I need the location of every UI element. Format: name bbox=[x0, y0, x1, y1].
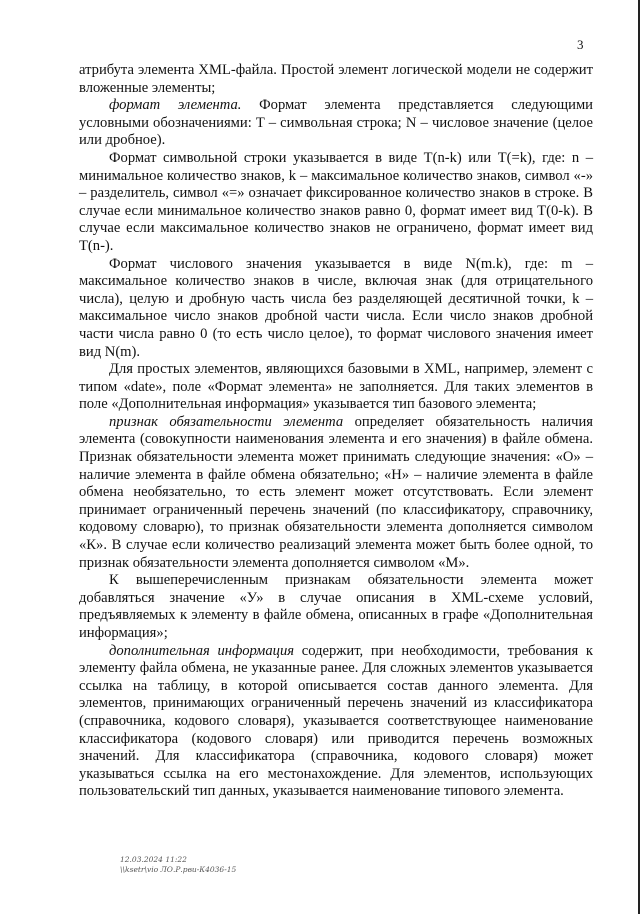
paragraph: К вышеперечисленным признакам обязательности элемента может добавляться значение «У» в случае описания в XML-схеме условий, предъявляемых к элементу в файле обмена, описанных в графе «Дополнительная информация»; bbox=[79, 572, 593, 641]
file-path: \\ksetr\vio ЛО.Р.рви-К4036-15 bbox=[120, 865, 237, 874]
paragraph: Формат символьной строки указывается в виде T(n-k) или T(=k), где: n – минимальное количество знаков, k – максимальное количество знаков, символ «-» – разделитель, символ «=» означает фиксированное количество знаков в строке. В случае если минимальное количество знаков равно 0, формат имеет вид T(0-k). В случае если максимальное количество знаков не ограничено, формат имеет вид T(n-). bbox=[79, 149, 593, 254]
term: дополнительная информация bbox=[109, 642, 295, 659]
page-number: 3 bbox=[577, 37, 584, 52]
paragraph: признак обязательности элемента определяет обязательность наличия элемента (совокупности наименования элемента и его значения) в файле обмена. Признак обязательности элемента может принимать следующие значения: «О» – наличие элемента в файле обмена обязательно; «Н» – наличие элемента в файле обмена необязательно, то есть элемент может отсутствовать. Если элемент принимает ограниченный перечень значений (по классификатору, справочнику, кодовому словарю), то признак обязательности элемента дополняется символом «К». В случае если количество реализаций элемента может быть более одной, то признак обязательности элемента дополняется символом «М». bbox=[79, 413, 593, 571]
paragraph: Формат числового значения указывается в виде N(m.k), где: m – максимальное количество знаков в числе, включая знак (для отрицательного числа), целую и дробную часть числа без разделяющей десятичной точки, k – максимальное число знаков дробной части числа. Если число знаков дробной части числа равно 0 (то есть число целое), то формат числового значения имеет вид N(m). bbox=[79, 255, 593, 360]
print-footer bbox=[120, 855, 236, 875]
term: признак обязательности элемента bbox=[109, 413, 344, 430]
paragraph: дополнительная информация содержит, при необходимости, требования к элементу файла обмена, не указанные ранее. Для сложных элементов указывается ссылка на таблицу, в которой описывается состав данного элемента. Для элементов, принимающих ограниченный перечень значений из классификатора (справочника, кодового словаря), указывается соответствующее наименование классификатора (кодового словаря) или приводится перечень возможных значений. Для классификатора (справочника, кодового словаря) может указываться ссылка на его местонахождение. Для элементов, использующих пользовательский тип данных, указывается наименование типового элемента. bbox=[79, 642, 593, 800]
document-body bbox=[79, 62, 593, 801]
paragraph: формат элемента. Формат элемента представляется следующими условными обозначениями: T – символьная строка; N – числовое значение (целое или дробное). bbox=[79, 97, 593, 149]
paragraph: атрибута элемента XML-файла. Простой элемент логической модели не содержит вложенные элементы; bbox=[79, 62, 593, 96]
print-timestamp: 12.03.2024 11:22 bbox=[120, 855, 187, 864]
paragraph: Для простых элементов, являющихся базовыми в XML, например, элемент с типом «date», поле «Формат элемента» не заполняется. Для таких элементов в поле «Дополнительная информация» указывается тип базового элемента; bbox=[79, 361, 593, 413]
term: формат элемента. bbox=[109, 97, 242, 114]
